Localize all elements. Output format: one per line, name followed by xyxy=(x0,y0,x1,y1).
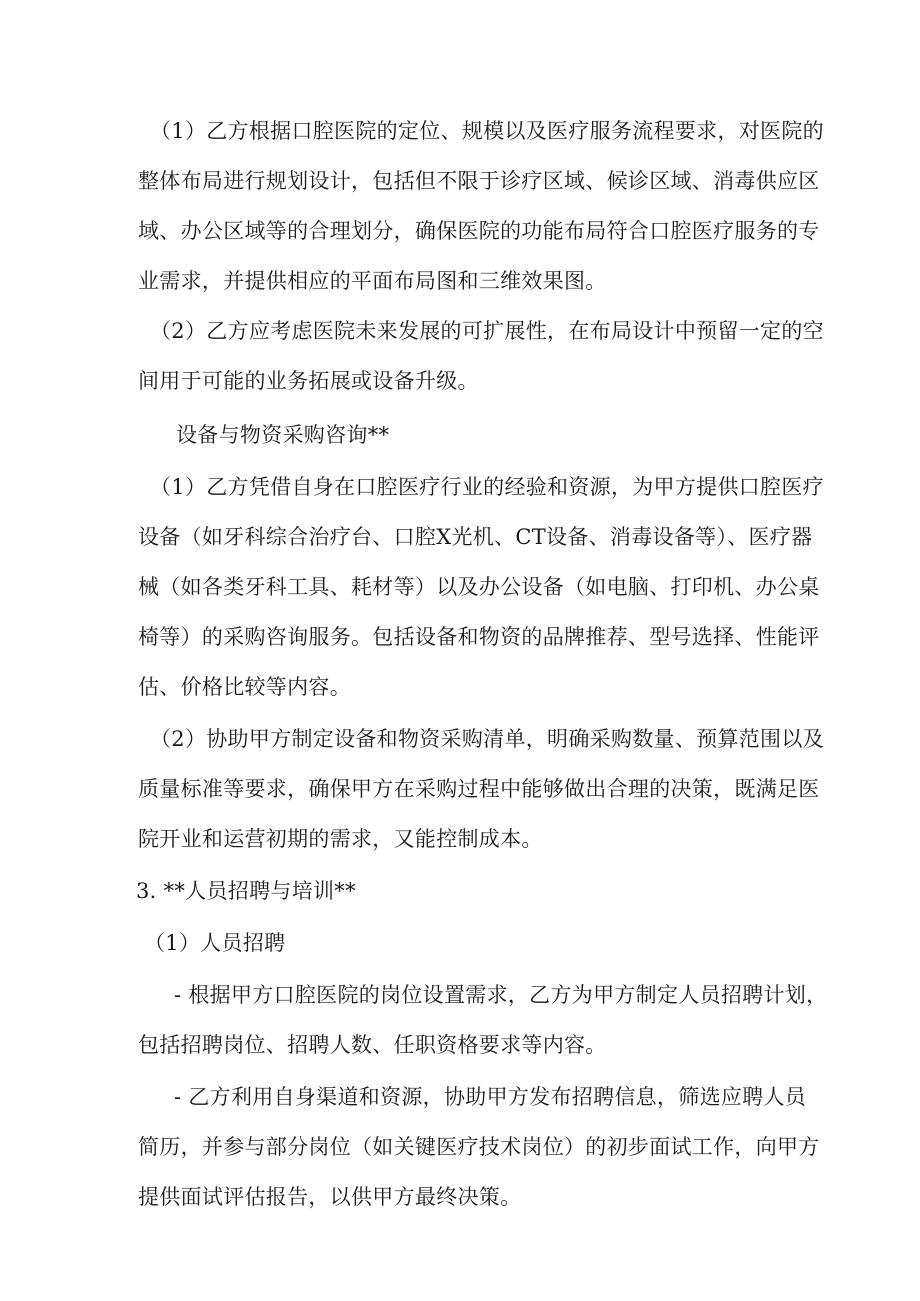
text-line-12: 估、价格比较等内容。 xyxy=(138,675,351,699)
text-line-13: （2）协助甲方制定设备和物资采购清单，明确采购数量、预算范围以及 xyxy=(150,727,824,751)
text-line-10: 械（如各类牙科工具、耗材等）以及办公设备（如电脑、打印机、办公桌 xyxy=(138,575,820,599)
text-line-19: 包括招聘岗位、招聘人数、任职资格要求等内容。 xyxy=(138,1033,607,1057)
text-line-15: 院开业和运营初期的需求，又能控制成本。 xyxy=(138,827,543,851)
text-line-22: 提供面试评估报告，以供甲方最终决策。 xyxy=(138,1185,522,1209)
text-line-20: - 乙方利用自身渠道和资源，协助甲方发布招聘信息，筛选应聘人员 xyxy=(174,1085,807,1109)
text-line-8: （1）乙方凭借自身在口腔医疗行业的经验和资源，为甲方提供口腔医疗 xyxy=(150,475,824,499)
text-line-1: （1）乙方根据口腔医院的定位、规模以及医疗服务流程要求，对医院的 xyxy=(150,119,824,143)
text-line-4: 业需求，并提供相应的平面布局图和三维效果图。 xyxy=(138,269,607,293)
text-line-14: 质量标准等要求，确保甲方在采购过程中能够做出合理的决策，既满足医 xyxy=(138,777,820,801)
text-line-21: 简历，并参与部分岗位（如关键医疗技术岗位）的初步面试工作，向甲方 xyxy=(138,1135,820,1159)
subheading-recruitment: （1）人员招聘 xyxy=(144,931,286,955)
text-line-18: - 根据甲方口腔医院的岗位设置需求，乙方为甲方制定人员招聘计划， xyxy=(174,983,828,1007)
section-heading-recruitment: 3. **人员招聘与培训** xyxy=(136,879,356,903)
text-line-3: 域、办公区域等的合理划分，确保医院的功能布局符合口腔医疗服务的专 xyxy=(138,219,820,243)
text-line-9: 设备（如牙科综合治疗台、口腔X光机、CT设备、消毒设备等）、医疗器 xyxy=(138,525,813,549)
text-line-11: 椅等）的采购咨询服务。包括设备和物资的品牌推荐、型号选择、性能评 xyxy=(138,625,820,649)
text-line-5: （2）乙方应考虑医院未来发展的可扩展性，在布局设计中预留一定的空 xyxy=(150,319,824,343)
text-line-2: 整体布局进行规划设计，包括但不限于诊疗区域、候诊区域、消毒供应区 xyxy=(138,169,820,193)
text-line-6: 间用于可能的业务拓展或设备升级。 xyxy=(138,369,479,393)
section-heading-procurement: 设备与物资采购咨询** xyxy=(176,423,390,447)
